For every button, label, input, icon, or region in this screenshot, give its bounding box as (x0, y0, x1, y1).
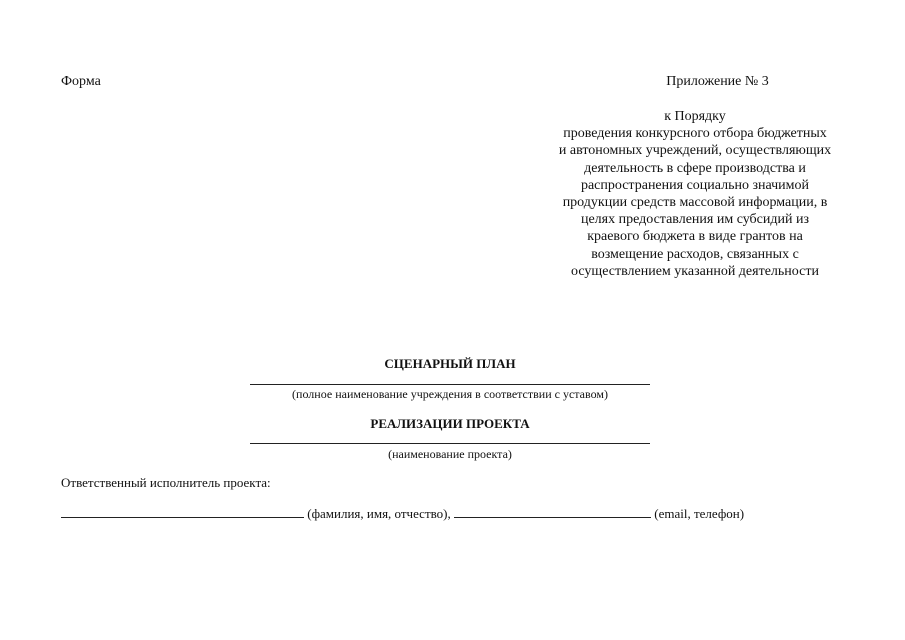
responsible-fields (61, 505, 744, 522)
contact-caption: (email, телефон) (654, 506, 745, 521)
appendix-line: осуществлением указанной деятельности (571, 263, 819, 279)
full-name-blank (61, 505, 304, 518)
appendix-line: целях предоставления им субсидий из (580, 212, 810, 228)
appendix-line: возмещение расходов, связанных с (591, 246, 799, 262)
appendix-line: деятельность в сфере производства и (584, 160, 806, 176)
institution-name-blank (250, 384, 650, 385)
project-name-caption: (наименование проекта) (388, 447, 512, 461)
contact-blank (454, 505, 651, 518)
appendix-line: проведения конкурсного отбора бюджетных (563, 126, 827, 142)
project-realization-title: РЕАЛИЗАЦИИ ПРОЕКТА (370, 416, 530, 431)
appendix-line: к Порядку (664, 109, 726, 124)
appendix-line: краевого бюджета в виде грантов на (587, 229, 803, 245)
scenario-plan-title: СЦЕНАРНЫЙ ПЛАН (384, 356, 516, 371)
full-name-caption: (фамилия, имя, отчество), (307, 506, 451, 521)
appendix-title: Приложение № 3 (666, 74, 769, 89)
appendix-line: распространения социально значимой (580, 177, 810, 193)
form-label: Форма (61, 74, 101, 89)
project-name-blank (250, 443, 650, 444)
appendix-line: продукции средств массовой информации, в (562, 195, 828, 211)
responsible-label: Ответственный исполнитель проекта: (61, 475, 271, 490)
appendix-body (540, 108, 850, 280)
appendix-line: и автономных учреждений, осуществляющих (558, 143, 832, 159)
institution-name-caption: (полное наименование учреждения в соответствии с уставом) (292, 387, 608, 401)
